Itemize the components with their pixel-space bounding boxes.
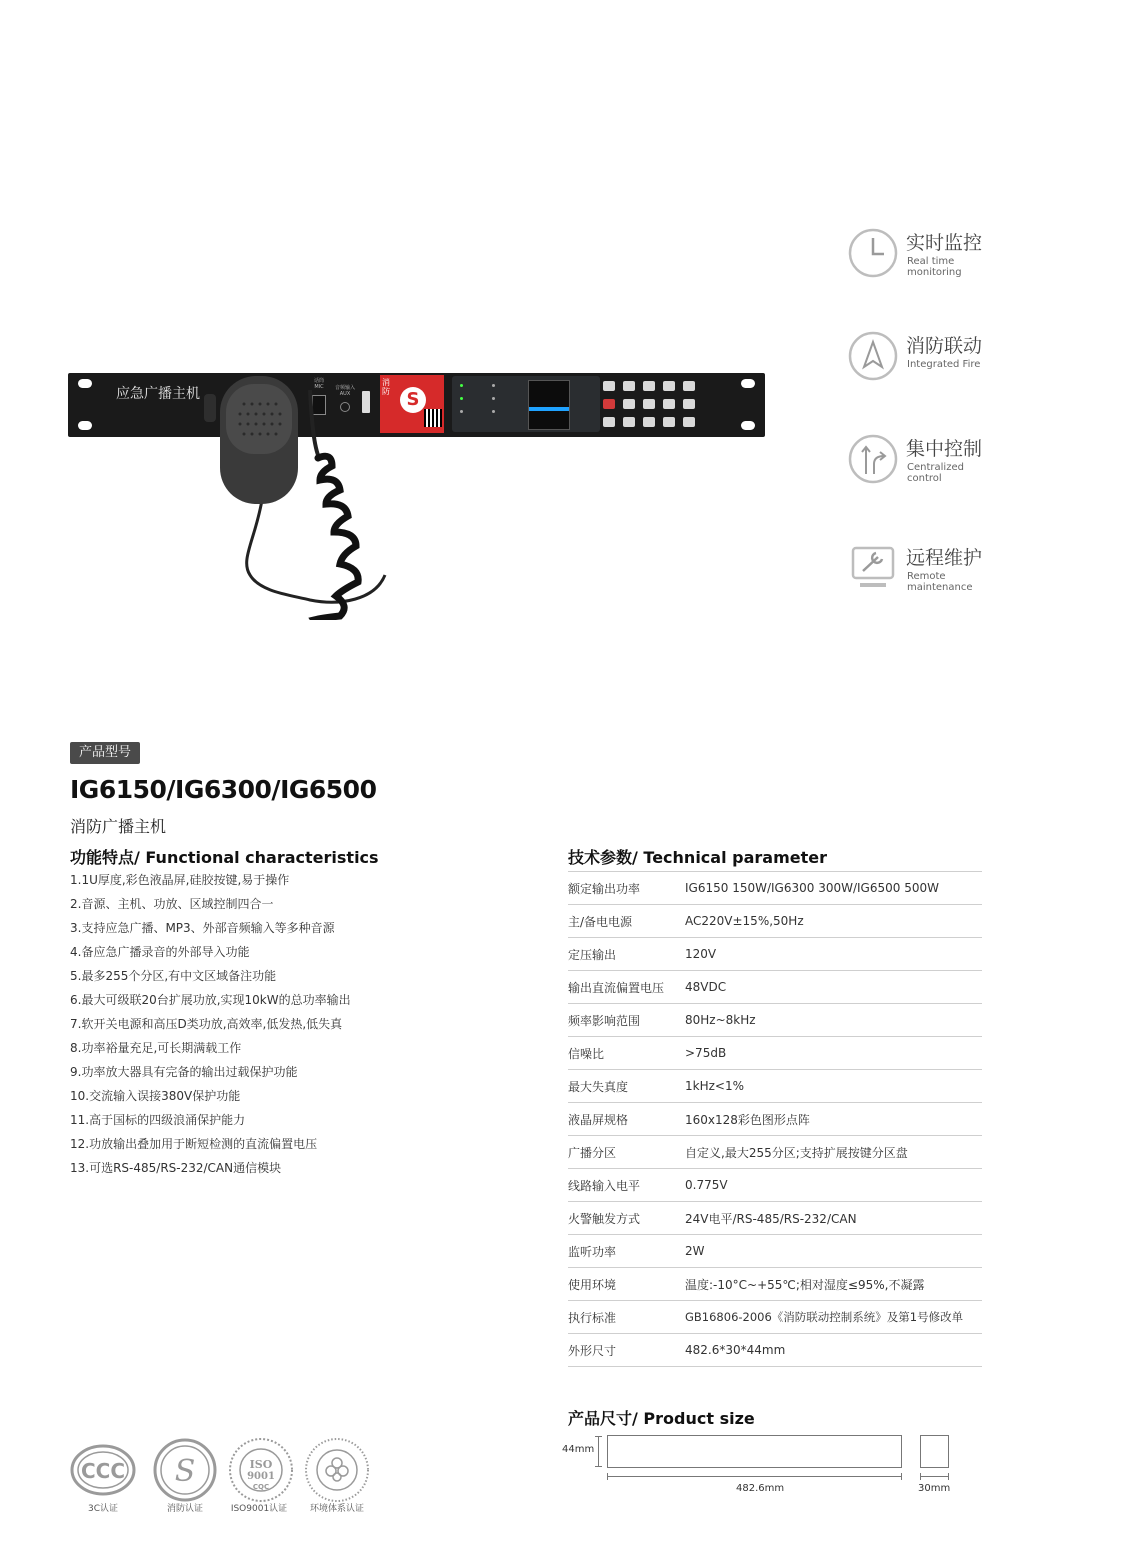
clock-icon xyxy=(848,228,898,278)
list-item: 7.软开关电源和高压D类功放,高效率,低发热,低失真 xyxy=(70,1017,343,1031)
param-value: 120V xyxy=(685,938,982,971)
param-name: 额定输出功率 xyxy=(568,872,685,905)
badge-text: 消防 xyxy=(382,378,390,396)
status-leds xyxy=(458,382,522,426)
table-row xyxy=(568,1334,982,1367)
param-value: 160x128彩色图形点阵 xyxy=(685,1103,982,1136)
functional-title: 功能特点/ Functional characteristics xyxy=(70,848,379,867)
param-name: 使用环境 xyxy=(568,1268,685,1301)
compass-icon xyxy=(848,331,898,381)
table-row xyxy=(568,1169,982,1202)
table-row xyxy=(568,1301,982,1334)
feature-subtitle: Remote maintenance xyxy=(907,571,973,593)
param-name: 执行标准 xyxy=(568,1301,685,1334)
param-name: 定压输出 xyxy=(568,938,685,971)
param-value: 自定义,最大255分区;支持扩展按键分区盘 xyxy=(685,1136,982,1169)
rack-hole xyxy=(741,421,755,430)
height-dimension: 44mm xyxy=(562,1444,595,1455)
feature-title: 集中控制 xyxy=(906,438,983,460)
tech-title: 技术参数/ Technical parameter xyxy=(568,848,827,867)
table-row xyxy=(568,1268,982,1301)
depth-dimension-line xyxy=(920,1476,949,1477)
param-value: GB16806-2006《消防联动控制系统》及第1号修改单 xyxy=(685,1301,982,1334)
param-value: >75dB xyxy=(685,1037,982,1070)
cert-label: ISO9001认证 xyxy=(230,1504,288,1514)
table-row xyxy=(568,1004,982,1037)
s-logo-icon: S xyxy=(400,387,426,413)
svg-text:9001: 9001 xyxy=(247,1471,275,1482)
table-row xyxy=(568,1136,982,1169)
param-name: 外形尺寸 xyxy=(568,1334,685,1367)
width-dimension: 482.6mm xyxy=(736,1483,785,1494)
qr-code-icon xyxy=(424,409,442,427)
cert-mark: CCC xyxy=(80,1459,126,1483)
list-item: 10.交流输入误接380V保护功能 xyxy=(70,1089,241,1103)
list-item: 5.最多255个分区,有中文区域备注功能 xyxy=(70,969,277,983)
param-name: 广播分区 xyxy=(568,1136,685,1169)
route-arrows-icon xyxy=(848,434,898,484)
size-title: 产品尺寸/ Product size xyxy=(568,1409,755,1428)
list-item: 3.支持应急广播、MP3、外部音频输入等多种音源 xyxy=(70,921,335,935)
width-dimension-line xyxy=(607,1476,902,1477)
environment-icon xyxy=(304,1437,370,1503)
front-view-outline xyxy=(607,1435,902,1468)
feature-title: 实时监控 xyxy=(906,232,983,254)
iso-icon xyxy=(228,1437,294,1503)
param-value: IG6150 150W/IG6300 300W/IG6500 500W xyxy=(685,872,982,905)
param-value: 24V电平/RS-485/RS-232/CAN xyxy=(685,1202,982,1235)
model-number: IG6150/IG6300/IG6500 xyxy=(70,775,377,804)
param-name: 输出直流偏置电压 xyxy=(568,971,685,1004)
list-item: 6.最大可级联20台扩展功放,实现10kW的总功率输出 xyxy=(70,993,351,1007)
table-row xyxy=(568,1103,982,1136)
microphone-icon xyxy=(200,370,400,620)
rack-unit xyxy=(68,373,765,437)
cert-label: 消防认证 xyxy=(166,1504,203,1514)
tech-table xyxy=(568,871,982,1367)
depth-dimension: 30mm xyxy=(918,1483,951,1494)
param-name: 线路输入电平 xyxy=(568,1169,685,1202)
lcd-screen xyxy=(528,380,570,430)
mic-port-label: 话筒 MIC xyxy=(313,378,324,390)
param-value: 80Hz~8kHz xyxy=(685,1004,982,1037)
param-name: 最大失真度 xyxy=(568,1070,685,1103)
list-item: 2.音源、主机、功放、区域控制四合一 xyxy=(70,897,274,911)
param-value: 482.6*30*44mm xyxy=(685,1334,982,1367)
list-item: 8.功率裕量充足,可长期满载工作 xyxy=(70,1041,242,1055)
side-view-outline xyxy=(920,1435,949,1468)
list-item: 12.功放输出叠加用于断短检测的直流偏置电压 xyxy=(70,1137,318,1151)
aux-port-label: 音频输入 AUX xyxy=(334,385,355,397)
param-name: 监听功率 xyxy=(568,1235,685,1268)
param-value: 2W xyxy=(685,1235,982,1268)
table-row xyxy=(568,971,982,1004)
table-row xyxy=(568,938,982,971)
table-row xyxy=(568,1202,982,1235)
feature-remote-maintenance xyxy=(848,543,1048,603)
table-row xyxy=(568,1235,982,1268)
height-dimension-line xyxy=(598,1436,599,1466)
cert-mark: S xyxy=(174,1454,196,1489)
list-item: 11.高于国标的四级浪涌保护能力 xyxy=(70,1113,246,1127)
param-name: 信噪比 xyxy=(568,1037,685,1070)
param-value: AC220V±15%,50Hz xyxy=(685,905,982,938)
feature-subtitle: Real time monitoring xyxy=(907,256,962,278)
table-row xyxy=(568,905,982,938)
feature-centralized-control xyxy=(848,434,1048,494)
param-name: 液晶屏规格 xyxy=(568,1103,685,1136)
functional-list xyxy=(70,868,510,1180)
param-value: 48VDC xyxy=(685,971,982,1004)
keypad xyxy=(603,379,703,429)
table-row xyxy=(568,1070,982,1103)
rack-hole xyxy=(741,379,755,388)
cert-label: 3C认证 xyxy=(87,1504,118,1514)
param-value: 1kHz<1% xyxy=(685,1070,982,1103)
product-name: 消防广播主机 xyxy=(70,817,167,836)
param-name: 频率影响范围 xyxy=(568,1004,685,1037)
param-name: 主/备电电源 xyxy=(568,905,685,938)
param-value: 0.775V xyxy=(685,1169,982,1202)
feature-title: 消防联动 xyxy=(906,335,983,357)
list-item: 13.可选RS-485/RS-232/CAN通信模块 xyxy=(70,1161,282,1175)
feature-realtime-monitoring xyxy=(848,228,1048,288)
feature-integrated-fire xyxy=(848,331,1048,391)
param-value: 温度:-10°C~+55℃;相对湿度≤95%,不凝露 xyxy=(685,1268,982,1301)
list-item: 4.备应急广播录音的外部导入功能 xyxy=(70,945,250,959)
rack-hole xyxy=(78,379,92,388)
feature-subtitle: Centralized control xyxy=(907,462,964,484)
list-item: 1.1U厚度,彩色液晶屏,硅胶按键,易于操作 xyxy=(70,873,290,887)
feature-title: 远程维护 xyxy=(906,547,983,569)
svg-text:ISO: ISO xyxy=(249,1458,273,1471)
cert-label: 环境体系认证 xyxy=(309,1504,364,1514)
monitor-wrench-icon xyxy=(848,543,898,593)
cert-sub: CQC xyxy=(252,1483,270,1491)
rack-hole xyxy=(78,421,92,430)
rack-title: 应急广播主机 xyxy=(116,386,200,402)
table-row xyxy=(568,1037,982,1070)
param-name: 火警触发方式 xyxy=(568,1202,685,1235)
control-panel xyxy=(452,376,600,432)
list-item: 9.功率放大器具有完备的输出过载保护功能 xyxy=(70,1065,298,1079)
fire-s-icon xyxy=(152,1437,218,1503)
table-row xyxy=(568,872,982,905)
ccc-icon xyxy=(70,1437,136,1503)
model-tag: 产品型号 xyxy=(70,742,140,764)
feature-subtitle: Integrated Fire xyxy=(907,359,981,370)
